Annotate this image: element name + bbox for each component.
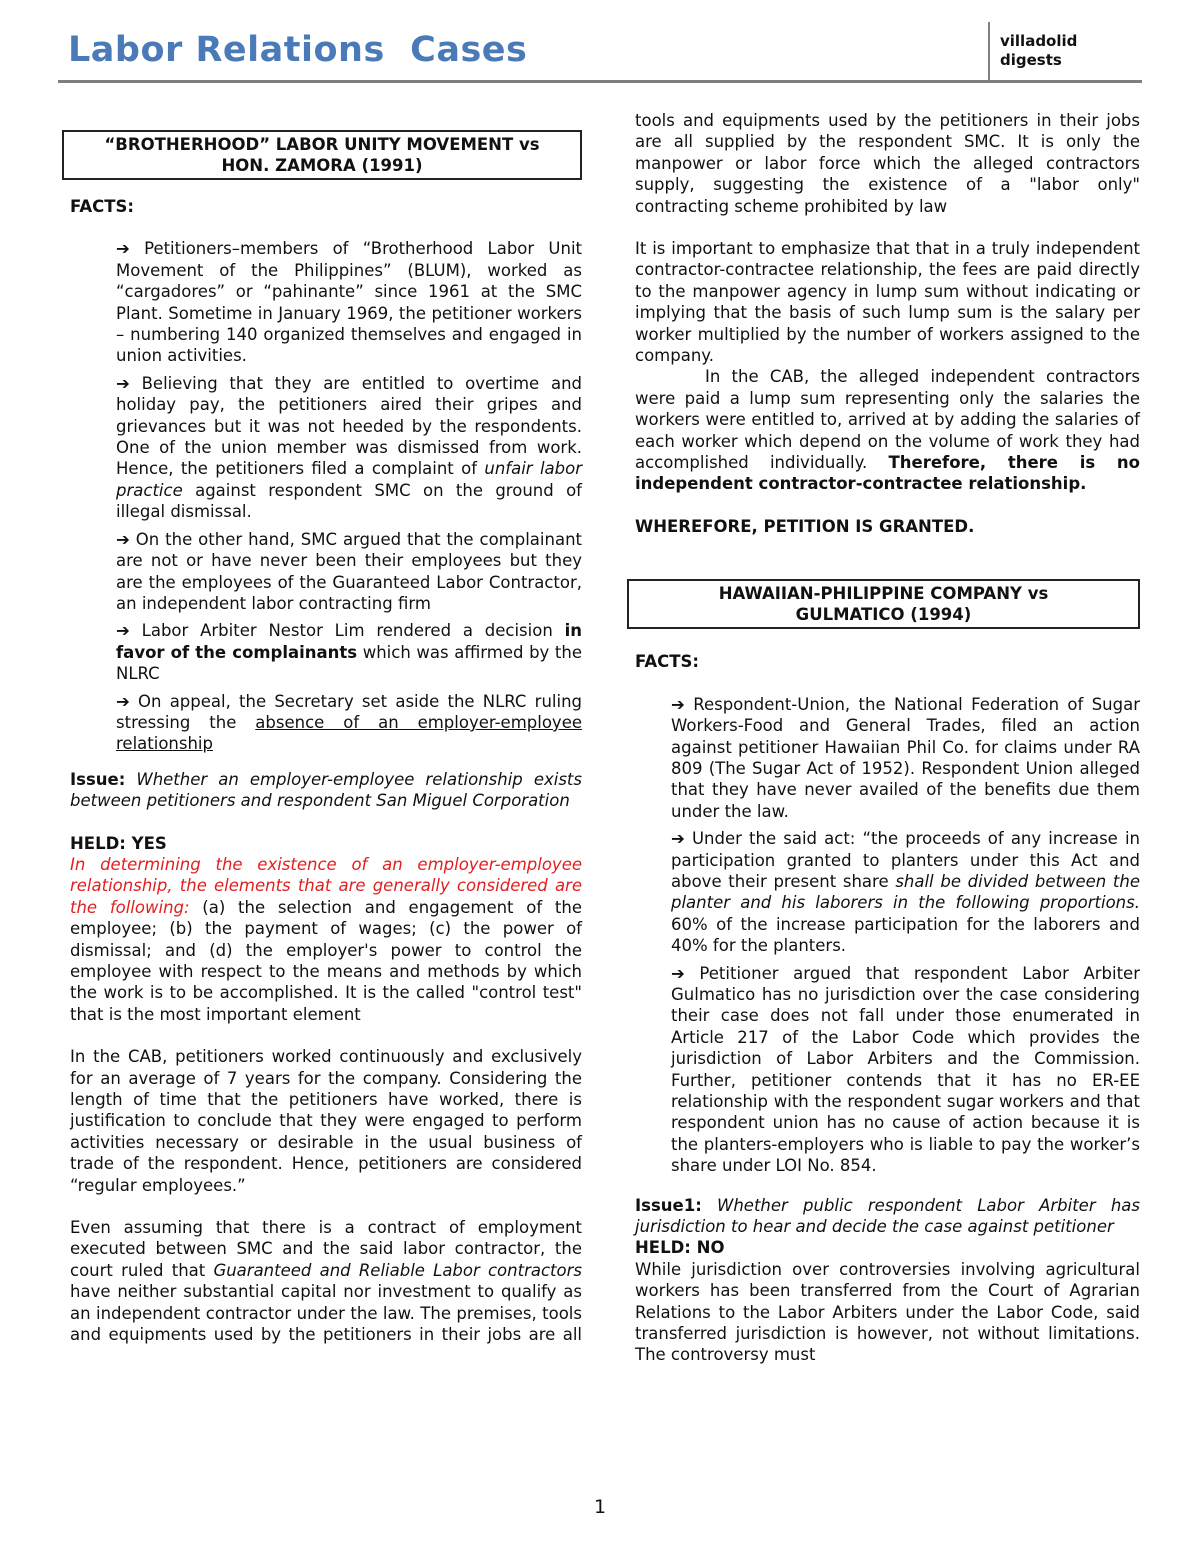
case1-fact-3: ➔ On the other hand, SMC argued that the complainant are not or have never been their employees but they are the employees of the Guaranteed Labor Contractor, an independent labor contracting firm (116, 529, 583, 613)
case2-title-box (627, 579, 1140, 629)
case2-title-line1: HAWAIIAN-PHILIPPINE COMPANY vs (718, 584, 1049, 604)
brand-line-2: digests (1000, 51, 1062, 69)
case1-paragraph-important: It is important to emphasize that that in a truly independent contractor-contractee relationship, the fees are paid directly to the manpower agency in lump sum without indicating or implying that the basis of such lump sum is the salary per worker multiplied by the number of workers assigned to the company. (635, 239, 1140, 366)
header-brand (1000, 32, 1077, 70)
case1-held-text: In determining the existence of an employer-employee relationship, the elements that are generally considered are the following: (a) the selection and engagement of the employee; (b) the payment of wages; (c) the power of dismissal; and (d) the employer's power to control the employee with respect to the means and methods by which the work is to be accomplished. It is the called "control test" that is the most important element (70, 854, 582, 1024)
case2-facts-label: FACTS: (635, 652, 699, 672)
case2-title-line2: GULMATICO (1994) (795, 605, 972, 625)
arrow-right-icon: ➔ (116, 621, 130, 641)
case2-fact-3: ➔ Petitioner argued that respondent Labor Arbiter Gulmatico has no jurisdiction over the case considering their case does not fall under those enumerated in Article 217 of the Labor Code which provides the jurisdiction of Labor Arbiters and the Commission. Further, petitioner contends that it has no ER-EE relationship with the respondent sugar workers and that respondent union has no cause of action because it is the planters-employers who is liable to pay the worker’s share under LOI No. 854. (671, 963, 1140, 1176)
case2-facts-list (635, 694, 1140, 1177)
page-number: 1 (593, 1496, 607, 1518)
case1-paragraph-cab: In the CAB, petitioners worked continuously and exclusively for an average of 7 years for the company. Considering the length of time that the petitioners have worked, there is justification to conclude that they were engaged to perform activities necessary or desirable in the usual business of trade of the respondent. Hence, petitioners are considered “regular employees.” (70, 1047, 582, 1195)
case1-paragraph-cab2: In the CAB, the alleged independent contractors were paid a lump sum representing only the salaries the workers were entitled to, arrived at by adding the salaries of each worker which depend on the volume of work they had accomplished individually. Therefore, there is no independent contractor-contractee relationship. (635, 367, 1140, 494)
case1-fact-2: ➔ Believing that they are entitled to overtime and holiday pay, the petitioners aired their gripes and grievances but it was not heeded by the respondents. One of the union member was dismissed from work. Hence, the petitioners filed a complaint of unfair labor practice against respondent SMC on the ground of illegal dismissal. (116, 373, 583, 522)
header-divider (988, 22, 990, 82)
arrow-right-icon: ➔ (671, 694, 685, 714)
right-column-body (625, 110, 1140, 537)
right-column (625, 110, 1140, 1366)
case2-held-text: While jurisdiction over controversies involving agricultural workers has been transferred from the Court of Agrarian Relations to the Labor Arbiters under the Labor Code, said transferred jurisdiction is however, not without limitations. The controversy must (635, 1259, 1140, 1365)
case1-fact-1: ➔ Petitioners–members of “Brotherhood Labor Unit Movement of the Philippines” (BLUM), worked as “cargadores” or “pahinante” since 1961 at the SMC Plant. Sometime in January 1969, the petitioner workers – numbering 140 organized themselves and engaged in union activities. (116, 239, 582, 366)
case1-facts-list (70, 238, 582, 754)
brand-line-1: villadolid (1000, 32, 1078, 50)
case1-held-label: HELD: YES (70, 833, 167, 853)
left-column (60, 110, 582, 1346)
case2-held-label: HELD: NO (635, 1238, 725, 1258)
case1-facts-label: FACTS: (70, 197, 134, 216)
case1-title-box (62, 130, 582, 180)
case2-fact-2: ➔ Under the said act: “the proceeds of any increase in participation granted to planters under this Act and above their present share shall be divided between the planter and his laborers in the following proportions. 60% of the increase participation for the laborers and 40% for the planters. (671, 829, 1141, 956)
case1-issue: Issue: Whether an employer-employee relationship exists between petitioners and respondent San Miguel Corporation (70, 769, 582, 811)
case1-fact-5: ➔ On appeal, the Secretary set aside the NLRC ruling stressing the absence of an employer-employee relationship (116, 691, 582, 754)
case1-wherefore: WHEREFORE, PETITION IS GRANTED. (635, 516, 975, 536)
case1-continued-text: tools and equipments used by the petitioners in their jobs are all supplied by the respondent SMC. It is only the manpower or labor force which the alleged contractors supply, suggesting the existence of a "labor only" contracting scheme prohibited by law (635, 110, 1140, 216)
case1-continuation (635, 110, 1140, 217)
arrow-right-icon: ➔ (116, 239, 130, 259)
header-rule (58, 80, 1142, 83)
case1-fact-4: ➔ Labor Arbiter Nestor Lim rendered a decision in favor of the complainants which was affirmed by the NLRC (116, 621, 582, 684)
case1-title-line1: “BROTHERHOOD” LABOR UNITY MOVEMENT vs (104, 135, 540, 154)
arrow-right-icon: ➔ (116, 691, 130, 711)
arrow-right-icon: ➔ (671, 829, 685, 849)
document-title: Labor Relations Cases (68, 30, 528, 70)
case1-title-line2: HON. ZAMORA (1991) (221, 156, 423, 175)
arrow-right-icon: ➔ (671, 963, 685, 983)
arrow-right-icon: ➔ (116, 373, 130, 393)
case2-issue: Issue1: Whether public respondent Labor Arbiter has jurisdiction to hear and decide the case against petitioner (635, 1195, 1140, 1237)
case1-paragraph-even: Even assuming that there is a contract of employment executed between SMC and the said labor contractor, the court ruled that Guaranteed and Reliable Labor contractors have neither substantial capital nor investment to qualify as an independent contractor under the law. The premises, tools and equipments used by the petitioners in their jobs are all (70, 1218, 582, 1345)
case2-fact-1: ➔ Respondent-Union, the National Federation of Sugar Workers-Food and General Trades, filed an action against petitioner Hawaiian Phil Co. for claims under RA 809 (The Sugar Act of 1952). Respondent Union alleged that they have never availed of the benefits due them under the law. (671, 694, 1141, 821)
arrow-right-icon: ➔ (116, 529, 130, 549)
